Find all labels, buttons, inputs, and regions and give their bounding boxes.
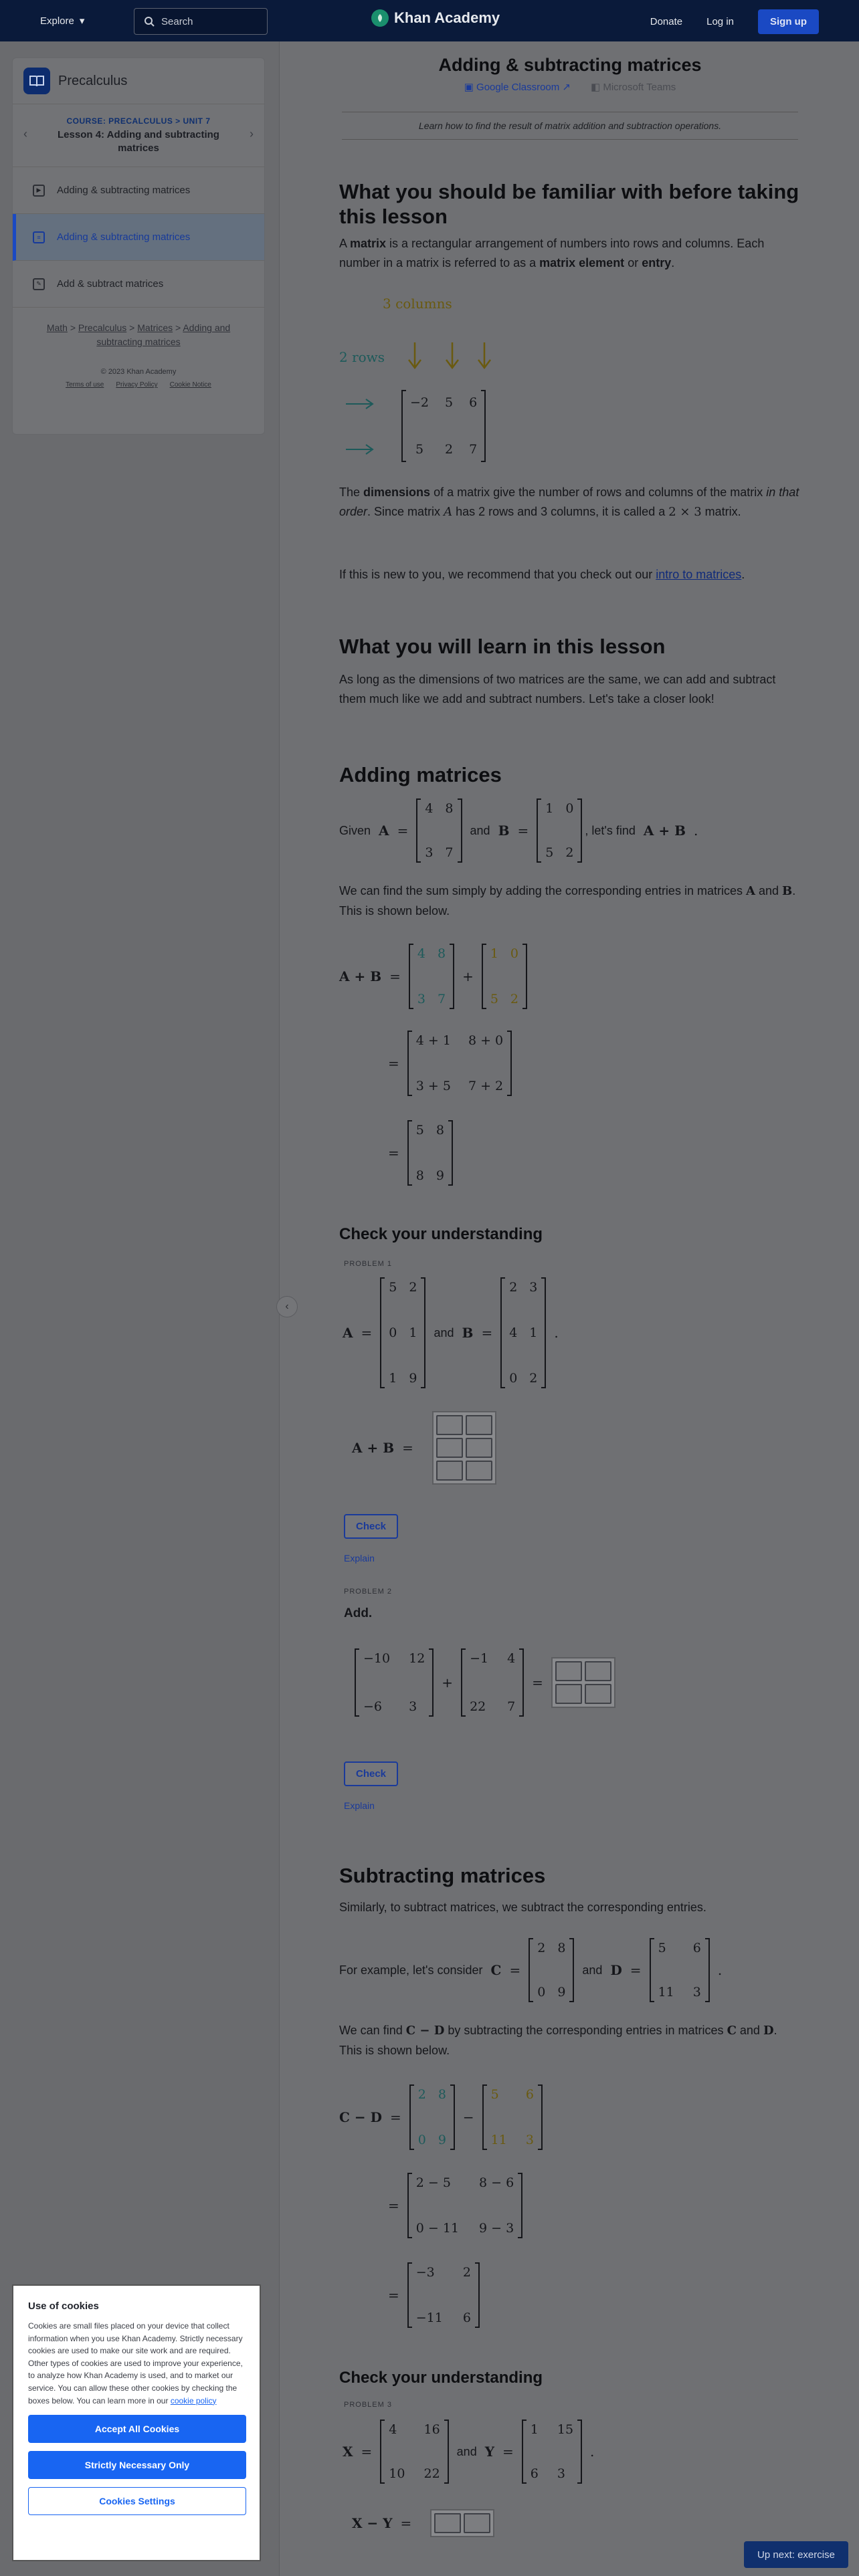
cookie-policy-link[interactable]: cookie policy [170,2395,217,2405]
cookie-title: Use of cookies [28,2300,99,2312]
leaf-icon [371,9,389,27]
sidebar-item-label: Add & subtract matrices [57,278,164,290]
course-card [12,58,265,435]
heading-check-2: Check your understanding [339,2369,543,2387]
cookie-dialog [12,2284,261,2561]
heading-check-1: Check your understanding [339,1225,543,1243]
sidebar-item-article[interactable] [13,214,264,261]
search-placeholder: Search [161,15,193,27]
collapse-sidebar-button[interactable] [276,1296,298,1317]
book-icon [23,68,50,94]
article-icon: ≡ [33,231,45,243]
breadcrumb: Math > Precalculus > Matrices > Adding and subtracting matrices [46,322,231,347]
paragraph-dims: The dimensions of a matrix give the number of rows and columns of the matrix in that order. Since matrix A has 2 rows and 3 columns, it is called a 2 × 3 matrix. [339,486,799,519]
problem-1-matrices: A = 5 2 0 1 1 9 and B = 2 3 4 1 0 2 . [343,1276,559,1390]
chevron-down-icon: ▾ [79,15,85,27]
necessary-cookies-button[interactable]: Strictly Necessary Only [28,2451,246,2479]
sum-result: = 5 8 8 9 [388,1119,453,1186]
heading-familiar: What you should be familiar with before taking this lesson [339,180,799,229]
given-cd: For example, let's consider C = 2 8 0 9 and D = 5 6 11 3 . [339,1937,722,2004]
copyright: © 2023 Khan Academy [100,368,177,376]
google-classroom-label: Google Classroom [476,82,560,93]
privacy-link[interactable]: Privacy Policy [116,381,158,389]
paragraph-learn: As long as the dimensions of two matrices are the same, we can add and subtract them much like we add and subtract numbers. Let's take a closer look! [339,673,776,706]
search-icon [144,16,155,27]
cookie-text: Cookies are small files placed on your device that collect information when you use Khan Academy. Strictly necessary cookies are used to make our site work and are required. Other types of cookies are used to improve your experience, to analyze how Khan Academy is used, and to market our service. You can allow these other cookies by checking the boxes below. You can learn more in our cookie policy [28,2321,243,2405]
explore-menu[interactable] [40,0,84,41]
cookie-settings-button[interactable]: Cookies Settings [28,2487,246,2515]
explain-link-1[interactable]: Explain [344,1553,375,1564]
paragraph-sub: Similarly, to subtract matrices, we subtract the corresponding entries. [339,1901,706,1914]
teams-label: Microsoft Teams [603,82,676,93]
microsoft-teams-button[interactable]: ◧ Microsoft Teams [591,82,676,93]
crumb-matrices[interactable]: Matrices [137,322,173,333]
crumb-lesson[interactable]: Adding and subtracting matrices [96,322,231,347]
explain-link-2[interactable]: Explain [344,1800,375,1811]
search-input[interactable] [134,8,268,35]
khan-logo[interactable] [371,9,500,27]
top-nav [0,0,859,41]
sum-step-1: A + B = 4 8 3 7 + 1 0 5 2 [339,943,527,1010]
up-next-button[interactable]: Up next: exercise [744,2541,848,2568]
article-description: Learn how to find the result of matrix addition and subtraction operations. [342,112,798,140]
columns-label: 3 columns [383,296,452,312]
row-arrows [345,391,377,457]
answer-matrix-input-2[interactable] [551,1657,615,1708]
prev-lesson-icon[interactable]: ‹ [23,127,27,140]
page-title: Adding & subtracting matrices [438,55,702,75]
login-link[interactable]: Log in [706,16,734,27]
terms-link[interactable]: Terms of use [66,381,104,389]
course-name[interactable]: Precalculus [58,73,128,88]
google-classroom-button[interactable]: ▣ Google Classroom ↗ [464,82,571,93]
problem-1-label: PROBLEM 1 [344,1260,392,1268]
paragraph-new: If this is new to you, we recommend that you check out our intro to matrices. [339,568,745,581]
diff-step-2: = 2 − 5 8 − 6 0 − 11 9 − 3 [388,2172,522,2239]
heading-adding: Adding matrices [339,763,502,786]
given-ab: Given A = 4 8 3 7 and B = 1 0 5 2 , let's find A + B . [339,797,698,864]
intro-to-matrices-link[interactable]: intro to matrices [656,568,742,581]
play-icon: ▶ [33,185,45,197]
dims-matrix: −2 5 6 5 2 7 [401,390,486,462]
problem-1-answer: A + B = [352,1411,496,1485]
paragraph-sum: We can find the sum simply by adding the corresponding entries in matrices A and B. This is shown below. [339,884,796,918]
heading-subtracting: Subtracting matrices [339,1864,546,1887]
sidebar-item-label: Adding & subtracting matrices [57,185,191,196]
sum-step-2: = 4 + 1 8 + 0 3 + 5 7 + 2 [388,1030,512,1097]
column-arrows [401,340,495,372]
article [339,41,801,140]
problem-3-label: PROBLEM 3 [344,2401,392,2409]
signup-button[interactable]: Sign up [758,9,819,34]
pencil-icon: ✎ [33,278,45,290]
sidebar-item-exercise[interactable] [13,261,264,308]
problem-2-label: PROBLEM 2 [344,1588,392,1596]
diff-step-1: C − D = 2 8 0 9 − 5 6 11 3 [339,2084,543,2151]
sidebar [0,41,280,2576]
chevron-left-icon: ‹ [285,1301,289,1312]
paragraph-cd: We can find C − D by subtracting the corresponding entries in matrices C and D. This is shown below. [339,2024,777,2057]
problem-2-prompt: Add. [344,1606,373,1620]
sidebar-item-video[interactable] [13,167,264,214]
check-button-1[interactable]: Check [344,1514,398,1539]
check-button-2[interactable]: Check [344,1761,398,1786]
rows-label: 2 rows [339,349,385,365]
accept-cookies-button[interactable]: Accept All Cookies [28,2415,246,2443]
sidebar-item-label: Adding & subtracting matrices [57,231,191,243]
problem-2-matrices: −10 12 −6 3 + −1 4 22 7 = [355,1648,615,1717]
paragraph-matrix: A matrix is a rectangular arrangement of numbers into rows and columns. Each number in a matrix is referred to as a matrix element or entry. [339,237,765,270]
donate-link[interactable]: Donate [650,16,683,27]
lesson-title: Lesson 4: Adding and subtracting matrices [58,129,219,154]
answer-matrix-input[interactable] [432,1411,496,1485]
heading-learn: What you will learn in this lesson [339,635,666,658]
problem-3-matrices: X = 4 16 10 22 and Y = 1 15 6 3 . [343,2418,594,2485]
course-unit-label[interactable]: COURSE: PRECALCULUS > UNIT 7 [66,116,211,126]
logo-text: Khan Academy [394,9,500,26]
answer-matrix-input-3[interactable] [430,2509,494,2537]
diff-result: = −3 2 −11 6 [388,2262,480,2329]
crumb-math[interactable]: Math [46,322,68,333]
problem-3-answer: X − Y = [352,2509,494,2537]
next-lesson-icon[interactable]: › [250,127,254,140]
explore-label: Explore [40,15,74,27]
cookie-notice-link[interactable]: Cookie Notice [169,381,211,389]
crumb-precalculus[interactable]: Precalculus [78,322,127,333]
